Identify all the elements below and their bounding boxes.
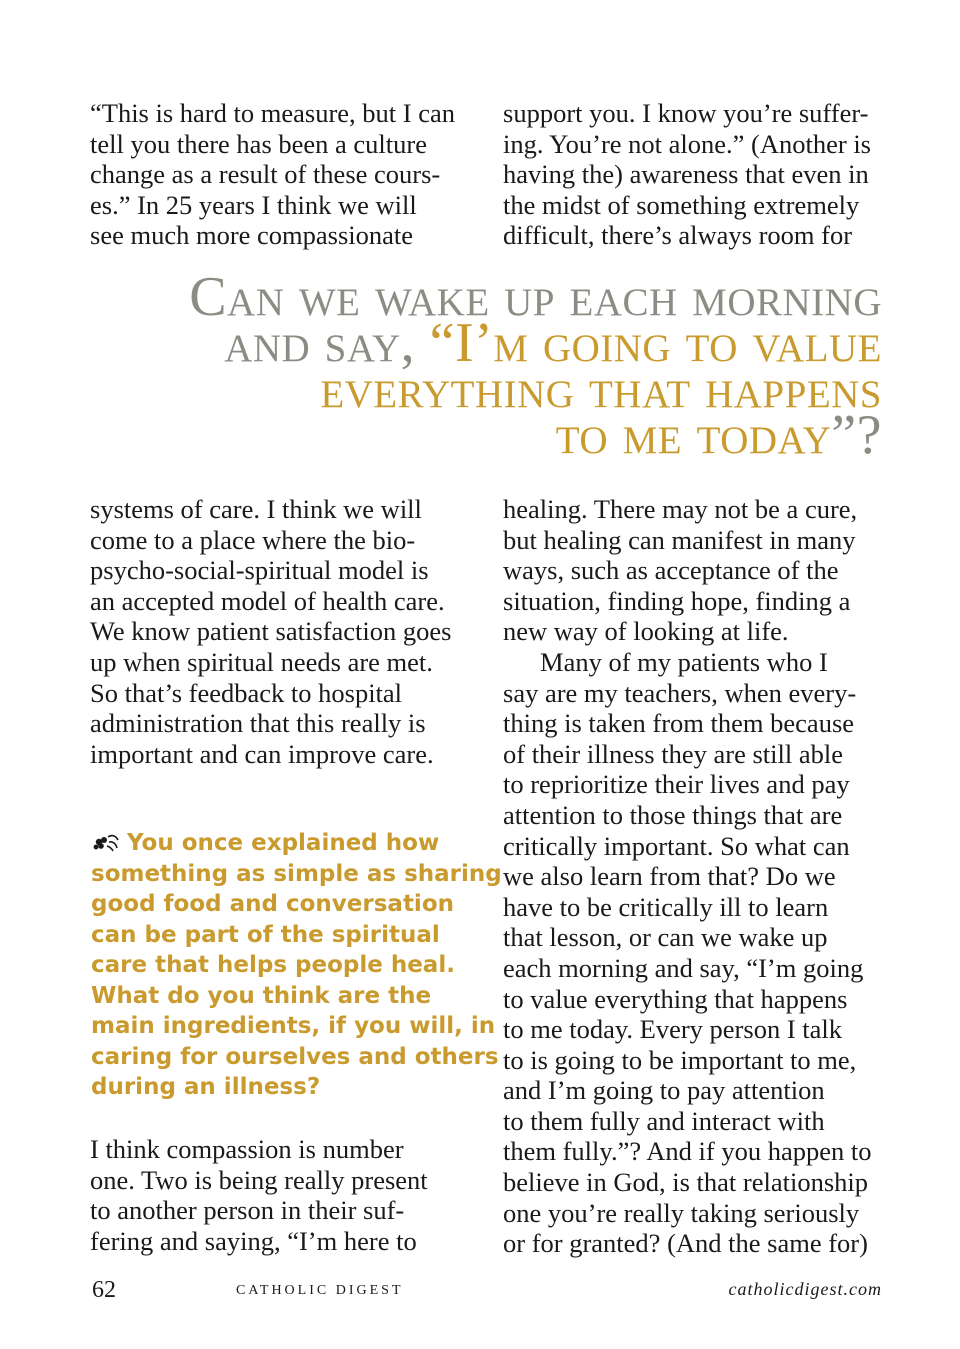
text-line: to me today. Every person I talk xyxy=(503,1014,843,1045)
pull-quote xyxy=(82,266,882,466)
question-line: care that helps people heal. xyxy=(91,952,455,978)
text-line: situation, finding hope, finding a xyxy=(503,585,851,616)
text-line: difficult, there’s always room for xyxy=(503,220,853,251)
text-line: important and can improve care. xyxy=(90,738,434,769)
text-line: one you’re really taking seriously xyxy=(503,1197,860,1228)
text-line: the midst of something extremely xyxy=(503,189,860,220)
bottom-left-column xyxy=(90,494,480,769)
grape-cluster-icon xyxy=(91,832,121,852)
text-line: to them fully and interact with xyxy=(503,1105,825,1136)
text-line: and I’m going to pay attention xyxy=(503,1075,825,1106)
text-line: have to be critically ill to learn xyxy=(503,891,829,922)
bottom-right-column xyxy=(503,494,893,1259)
text-line: Many of my patients who I xyxy=(540,646,828,677)
text-line: of their illness they are still able xyxy=(503,738,843,769)
question-line: What do you think are the xyxy=(91,982,432,1009)
text-line: ways, such as acceptance of the xyxy=(503,555,839,586)
text-line: thing is taken from them because xyxy=(503,708,855,739)
text-line: that lesson, or can we wake up xyxy=(503,922,828,953)
text-line: We know patient satisfaction goes xyxy=(90,616,452,647)
text-line: healing. There may not be a cure, xyxy=(503,494,858,524)
text-line: them fully.”? And if you happen to xyxy=(503,1136,872,1167)
text-line: believe in God, is that relationship xyxy=(503,1167,869,1198)
page-number: 62 xyxy=(92,1277,116,1303)
answer-left-column xyxy=(90,1134,480,1256)
text-line: but healing can manifest in many xyxy=(503,524,856,555)
question-line: caring for ourselves and others xyxy=(91,1043,499,1070)
text-line: each morning and say, “I’m going xyxy=(503,952,864,983)
text-line: come to a place where the bio- xyxy=(90,524,416,555)
pull-quote-line-2-gold: “I’m going to value xyxy=(429,312,882,374)
text-line: an accepted model of health care. xyxy=(90,585,445,616)
text-line: change as a result of these cours- xyxy=(90,159,441,190)
pull-quote-line-4-gold: to me today xyxy=(555,404,832,466)
website-url: catholicdigest.com xyxy=(728,1279,882,1299)
text-line: up when spiritual needs are met. xyxy=(90,646,433,677)
pull-quote-line-1: Can we wake up each morning xyxy=(189,266,882,328)
question-line: something as simple as sharing xyxy=(91,860,502,887)
text-line: having the) awareness that even in xyxy=(503,159,869,190)
top-left-column xyxy=(90,98,480,251)
pull-quote-line-4-gray: ”? xyxy=(831,404,882,466)
text-line: attention to those things that are xyxy=(503,799,843,830)
text-line: “This is hard to measure, but I can xyxy=(90,98,455,128)
question-line: main ingredients, if you will, in xyxy=(91,1013,496,1039)
text-line: es.” In 25 years I think we will xyxy=(90,189,417,220)
text-line: support you. I know you’re suffer- xyxy=(503,98,869,128)
magazine-name: CATHOLIC DIGEST xyxy=(236,1283,404,1298)
text-line: new way of looking at life. xyxy=(503,616,789,647)
text-line: I think compassion is number xyxy=(90,1134,404,1164)
question-line xyxy=(91,828,491,859)
question-text: You once explained how xyxy=(127,830,440,856)
text-line: to is going to be important to me, xyxy=(503,1044,857,1075)
pull-quote-line-3: everything that happens xyxy=(320,358,882,420)
interview-question xyxy=(91,828,502,1103)
text-line: administration that this really is xyxy=(90,708,426,739)
text-line: critically important. So what can xyxy=(503,830,850,861)
text-line: to value everything that happens xyxy=(503,983,848,1014)
top-right-column xyxy=(503,98,893,251)
text-line: we also learn from that? Do we xyxy=(503,861,836,892)
text-line: to reprioritize their lives and pay xyxy=(503,769,850,800)
pull-quote-line-2-gray: and say, xyxy=(224,312,430,374)
text-line: systems of care. I think we will xyxy=(90,494,422,524)
text-line: or for granted? (And the same for) xyxy=(503,1228,868,1259)
text-line: fering and saying, “I’m here to xyxy=(90,1225,417,1256)
question-line: good food and conversation xyxy=(91,891,454,917)
text-line: see much more compassionate xyxy=(90,220,414,251)
text-line: tell you there has been a culture xyxy=(90,128,427,159)
text-line: to another person in their suf- xyxy=(90,1195,405,1226)
text-line: So that’s feedback to hospital xyxy=(90,677,403,708)
question-line: during an illness? xyxy=(91,1074,321,1100)
text-line: psycho-social-spiritual model is xyxy=(90,555,429,586)
question-line: can be part of the spiritual xyxy=(91,921,440,948)
text-line: one. Two is being really present xyxy=(90,1164,428,1195)
text-line: ing. You’re not alone.” (Another is xyxy=(503,128,871,159)
text-line: say are my teachers, when every- xyxy=(503,677,857,708)
